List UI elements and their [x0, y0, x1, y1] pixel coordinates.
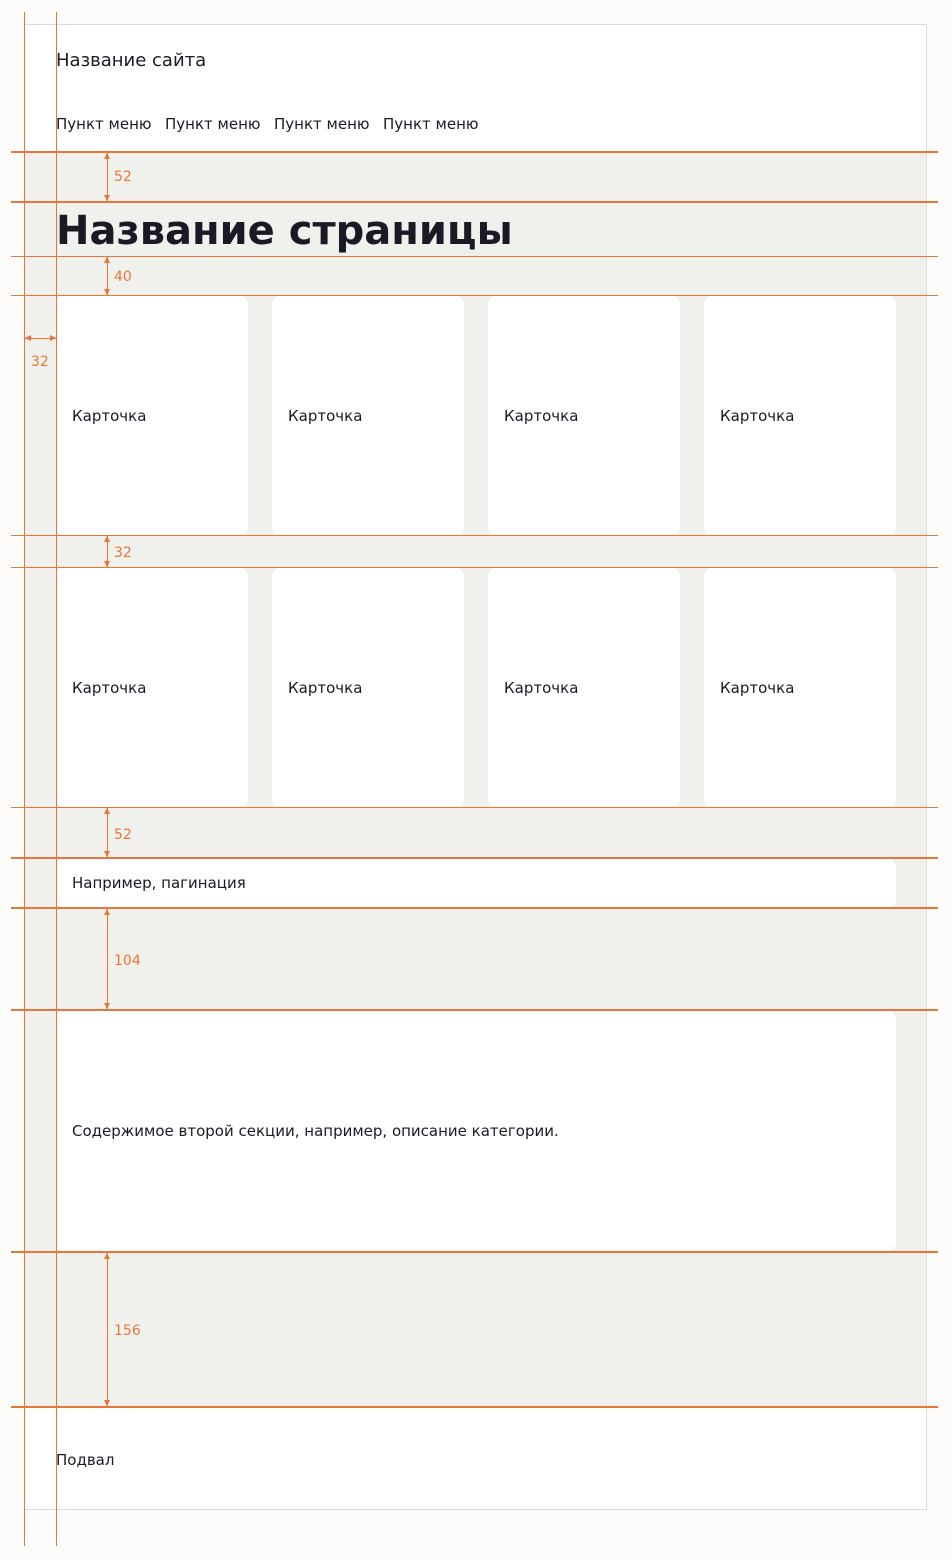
card-label: Карточка	[504, 406, 579, 425]
guide-line	[11, 295, 938, 296]
dimension-label: 156	[114, 1323, 141, 1339]
card[interactable]	[704, 568, 896, 807]
page-title: Название страницы	[56, 208, 513, 254]
dimension-label: 104	[114, 953, 141, 969]
pagination[interactable]	[56, 859, 896, 907]
dimension-arrow	[107, 1253, 108, 1406]
guide-line	[11, 151, 938, 153]
menu-item-3[interactable]: Пункт меню	[274, 115, 370, 133]
dimension-label: 40	[114, 269, 132, 285]
card[interactable]	[704, 296, 896, 535]
category-description-section	[56, 1011, 896, 1251]
guide-line	[11, 807, 938, 808]
guide-line-vertical	[24, 12, 25, 1546]
dimension-arrow-horizontal	[25, 338, 56, 339]
card-label: Карточка	[288, 678, 363, 697]
footer: Подвал	[56, 1451, 115, 1469]
dimension-arrow	[107, 808, 108, 857]
dimension-label: 32	[114, 545, 132, 561]
dimension-arrow	[107, 909, 108, 1009]
guide-line-vertical	[56, 12, 57, 1546]
dimension-label: 52	[114, 827, 132, 843]
site-title[interactable]: Название сайта	[56, 50, 207, 71]
guide-line	[11, 567, 938, 568]
guide-line	[11, 256, 938, 257]
guide-line	[11, 907, 938, 909]
card[interactable]	[272, 568, 464, 807]
pagination-label: Например, пагинация	[72, 874, 246, 892]
guide-line	[11, 535, 938, 536]
card[interactable]	[488, 568, 680, 807]
menu-item-4[interactable]: Пункт меню	[383, 115, 479, 133]
card-label: Карточка	[72, 406, 147, 425]
guide-line	[11, 857, 938, 859]
section-text: Содержимое второй секции, например, описание категории.	[72, 1122, 559, 1140]
card[interactable]	[272, 296, 464, 535]
dimension-arrow	[107, 257, 108, 295]
guide-line	[11, 1406, 938, 1408]
guide-line	[11, 1009, 938, 1011]
card[interactable]	[56, 296, 248, 535]
dimension-label: 52	[114, 169, 132, 185]
dimension-arrow	[107, 153, 108, 201]
card-label: Карточка	[504, 678, 579, 697]
card-label: Карточка	[288, 406, 363, 425]
guide-line	[11, 1251, 938, 1253]
dimension-arrow	[107, 536, 108, 567]
menu-item-1[interactable]: Пункт меню	[56, 115, 152, 133]
card[interactable]	[56, 568, 248, 807]
menu-item-2[interactable]: Пункт меню	[165, 115, 261, 133]
card-label: Карточка	[720, 406, 795, 425]
dimension-label: 32	[31, 354, 49, 370]
card-label: Карточка	[72, 678, 147, 697]
card-label: Карточка	[720, 678, 795, 697]
guide-line	[11, 201, 938, 203]
card[interactable]	[488, 296, 680, 535]
